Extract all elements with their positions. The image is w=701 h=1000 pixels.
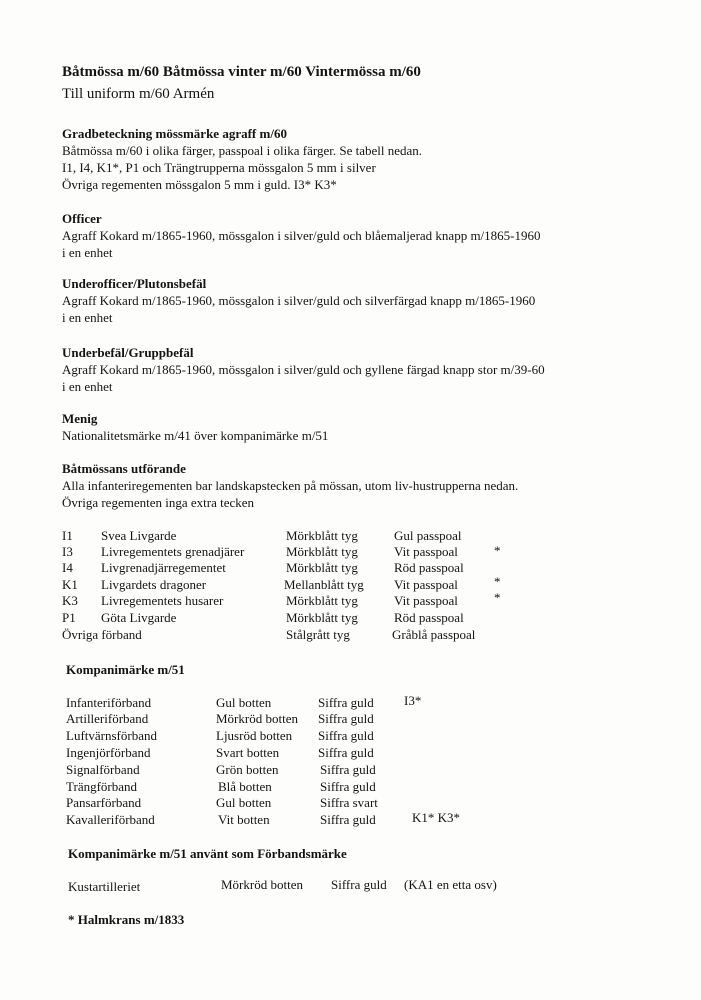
unit-name: Kavalleriförband (66, 812, 155, 827)
regiment-fabric: Mörkblått tyg (286, 528, 358, 543)
unit-note: (KA1 en etta osv) (404, 877, 497, 892)
text-line: Övriga regementen inga extra tecken (62, 495, 255, 510)
regiment-piping: Vit passpoal (394, 593, 458, 608)
regiment-piping: Vit passpoal (394, 544, 458, 559)
unit-note: K1* K3* (412, 810, 461, 825)
regiment-name: Svea Livgarde (101, 528, 177, 543)
footnote: * Halmkrans m/1833 (68, 912, 185, 927)
unit-name: Artilleriförband (66, 711, 149, 726)
regiment-piping: Gul passpoal (394, 528, 462, 543)
section-heading-officer: Officer (62, 211, 102, 226)
regiment-code: K3 (62, 593, 78, 608)
text-line: Agraff Kokard m/1865-1960, mössgalon i silver/guld och silverfärgad knapp m/1865-1960 (62, 293, 536, 308)
text-line: I1, I4, K1*, P1 och Trängtrupperna mössgalon 5 mm i silver (62, 160, 376, 175)
regiment-code: I3 (62, 544, 73, 559)
unit-name: Infanteriförband (66, 695, 152, 710)
regiment-code: I4 (62, 560, 73, 575)
regiment-code: K1 (62, 577, 78, 592)
regiment-fabric: Mellanblått tyg (284, 577, 364, 592)
regiment-name: Livregementets husarer (101, 593, 224, 608)
regiment-name: Livgrenadjärregementet (101, 560, 226, 575)
unit-digit: Siffra guld (318, 711, 374, 726)
regiment-mark: * (494, 574, 501, 589)
regiment-piping: Vit passpoal (394, 577, 458, 592)
unit-name: Trängförband (66, 779, 138, 794)
text-line: i en enhet (62, 245, 113, 260)
page-title: Båtmössa m/60 Båtmössa vinter m/60 Vintermössa m/60 (62, 64, 421, 80)
regiment-piping: Gråblå passpoal (392, 627, 476, 642)
text-line: Agraff Kokard m/1865-1960, mössgalon i silver/guld och gyllene färgad knapp stor m/39-60 (62, 362, 545, 377)
unit-digit: Siffra guld (331, 877, 387, 892)
regiment-code: I1 (62, 528, 73, 543)
text-line: Övriga regementen mössgalon 5 mm i guld. I3* K3* (62, 177, 337, 192)
unit-name: Pansarförband (66, 795, 142, 810)
text-line: Nationalitetsmärke m/41 över kompanimärke m/51 (62, 428, 329, 443)
unit-background: Svart botten (216, 745, 280, 760)
unit-digit: Siffra guld (318, 695, 374, 710)
regiment-piping: Röd passpoal (394, 560, 464, 575)
regiment-code: P1 (62, 610, 76, 625)
text-line: Båtmössa m/60 i olika färger, passpoal i olika färger. Se tabell nedan. (62, 143, 423, 158)
section-heading-gradbeteckning: Gradbeteckning mössmärke agraff m/60 (62, 126, 287, 141)
unit-background: Gul botten (216, 695, 272, 710)
regiment-fabric: Mörkblått tyg (286, 610, 358, 625)
text-line: Agraff Kokard m/1865-1960, mössgalon i silver/guld och blåemaljerad knapp m/1865-1960 (62, 228, 541, 243)
section-heading-utforande: Båtmössans utförande (62, 461, 186, 476)
regiment-code: Övriga förband (62, 627, 142, 642)
unit-digit: Siffra guld (318, 745, 374, 760)
regiment-name: Livgardets dragoner (101, 577, 207, 592)
unit-name: Luftvärnsförband (66, 728, 157, 743)
regiment-mark: * (494, 543, 501, 558)
section-heading-kompanimarke: Kompanimärke m/51 (66, 662, 185, 677)
unit-background: Mörkröd botten (216, 711, 298, 726)
page-subtitle: Till uniform m/60 Armén (62, 86, 215, 102)
regiment-piping: Röd passpoal (394, 610, 464, 625)
unit-note: I3* (404, 693, 422, 708)
unit-background: Grön botten (216, 762, 279, 777)
unit-name: Kustartilleriet (68, 879, 141, 894)
unit-background: Mörkröd botten (221, 877, 303, 892)
section-heading-underbefal: Underbefäl/Gruppbefäl (62, 345, 194, 360)
unit-name: Ingenjörförband (66, 745, 151, 760)
unit-background: Ljusröd botten (216, 728, 293, 743)
regiment-name: Göta Livgarde (101, 610, 177, 625)
text-line: Alla infanteriregementen bar landskapstecken på mössan, utom liv-hustrupperna nedan. (62, 478, 519, 493)
unit-background: Blå botten (218, 779, 272, 794)
text-line: i en enhet (62, 379, 113, 394)
unit-background: Vit botten (218, 812, 270, 827)
unit-digit: Siffra guld (320, 812, 376, 827)
regiment-name: Livregementets grenadjärer (101, 544, 245, 559)
text-line: i en enhet (62, 310, 113, 325)
regiment-fabric: Stålgrått tyg (286, 627, 350, 642)
unit-background: Gul botten (216, 795, 272, 810)
regiment-fabric: Mörkblått tyg (286, 560, 358, 575)
unit-digit: Siffra guld (320, 779, 376, 794)
regiment-fabric: Mörkblått tyg (286, 593, 358, 608)
section-heading-menig: Menig (62, 411, 98, 426)
unit-name: Signalförband (66, 762, 140, 777)
unit-digit: Siffra guld (320, 762, 376, 777)
regiment-mark: * (494, 590, 501, 605)
regiment-fabric: Mörkblått tyg (286, 544, 358, 559)
section-heading-forbandsmarke: Kompanimärke m/51 använt som Förbandsmärke (68, 846, 347, 861)
unit-digit: Siffra svart (320, 795, 378, 810)
section-heading-underofficer: Underofficer/Plutonsbefäl (62, 276, 207, 291)
unit-digit: Siffra guld (318, 728, 374, 743)
